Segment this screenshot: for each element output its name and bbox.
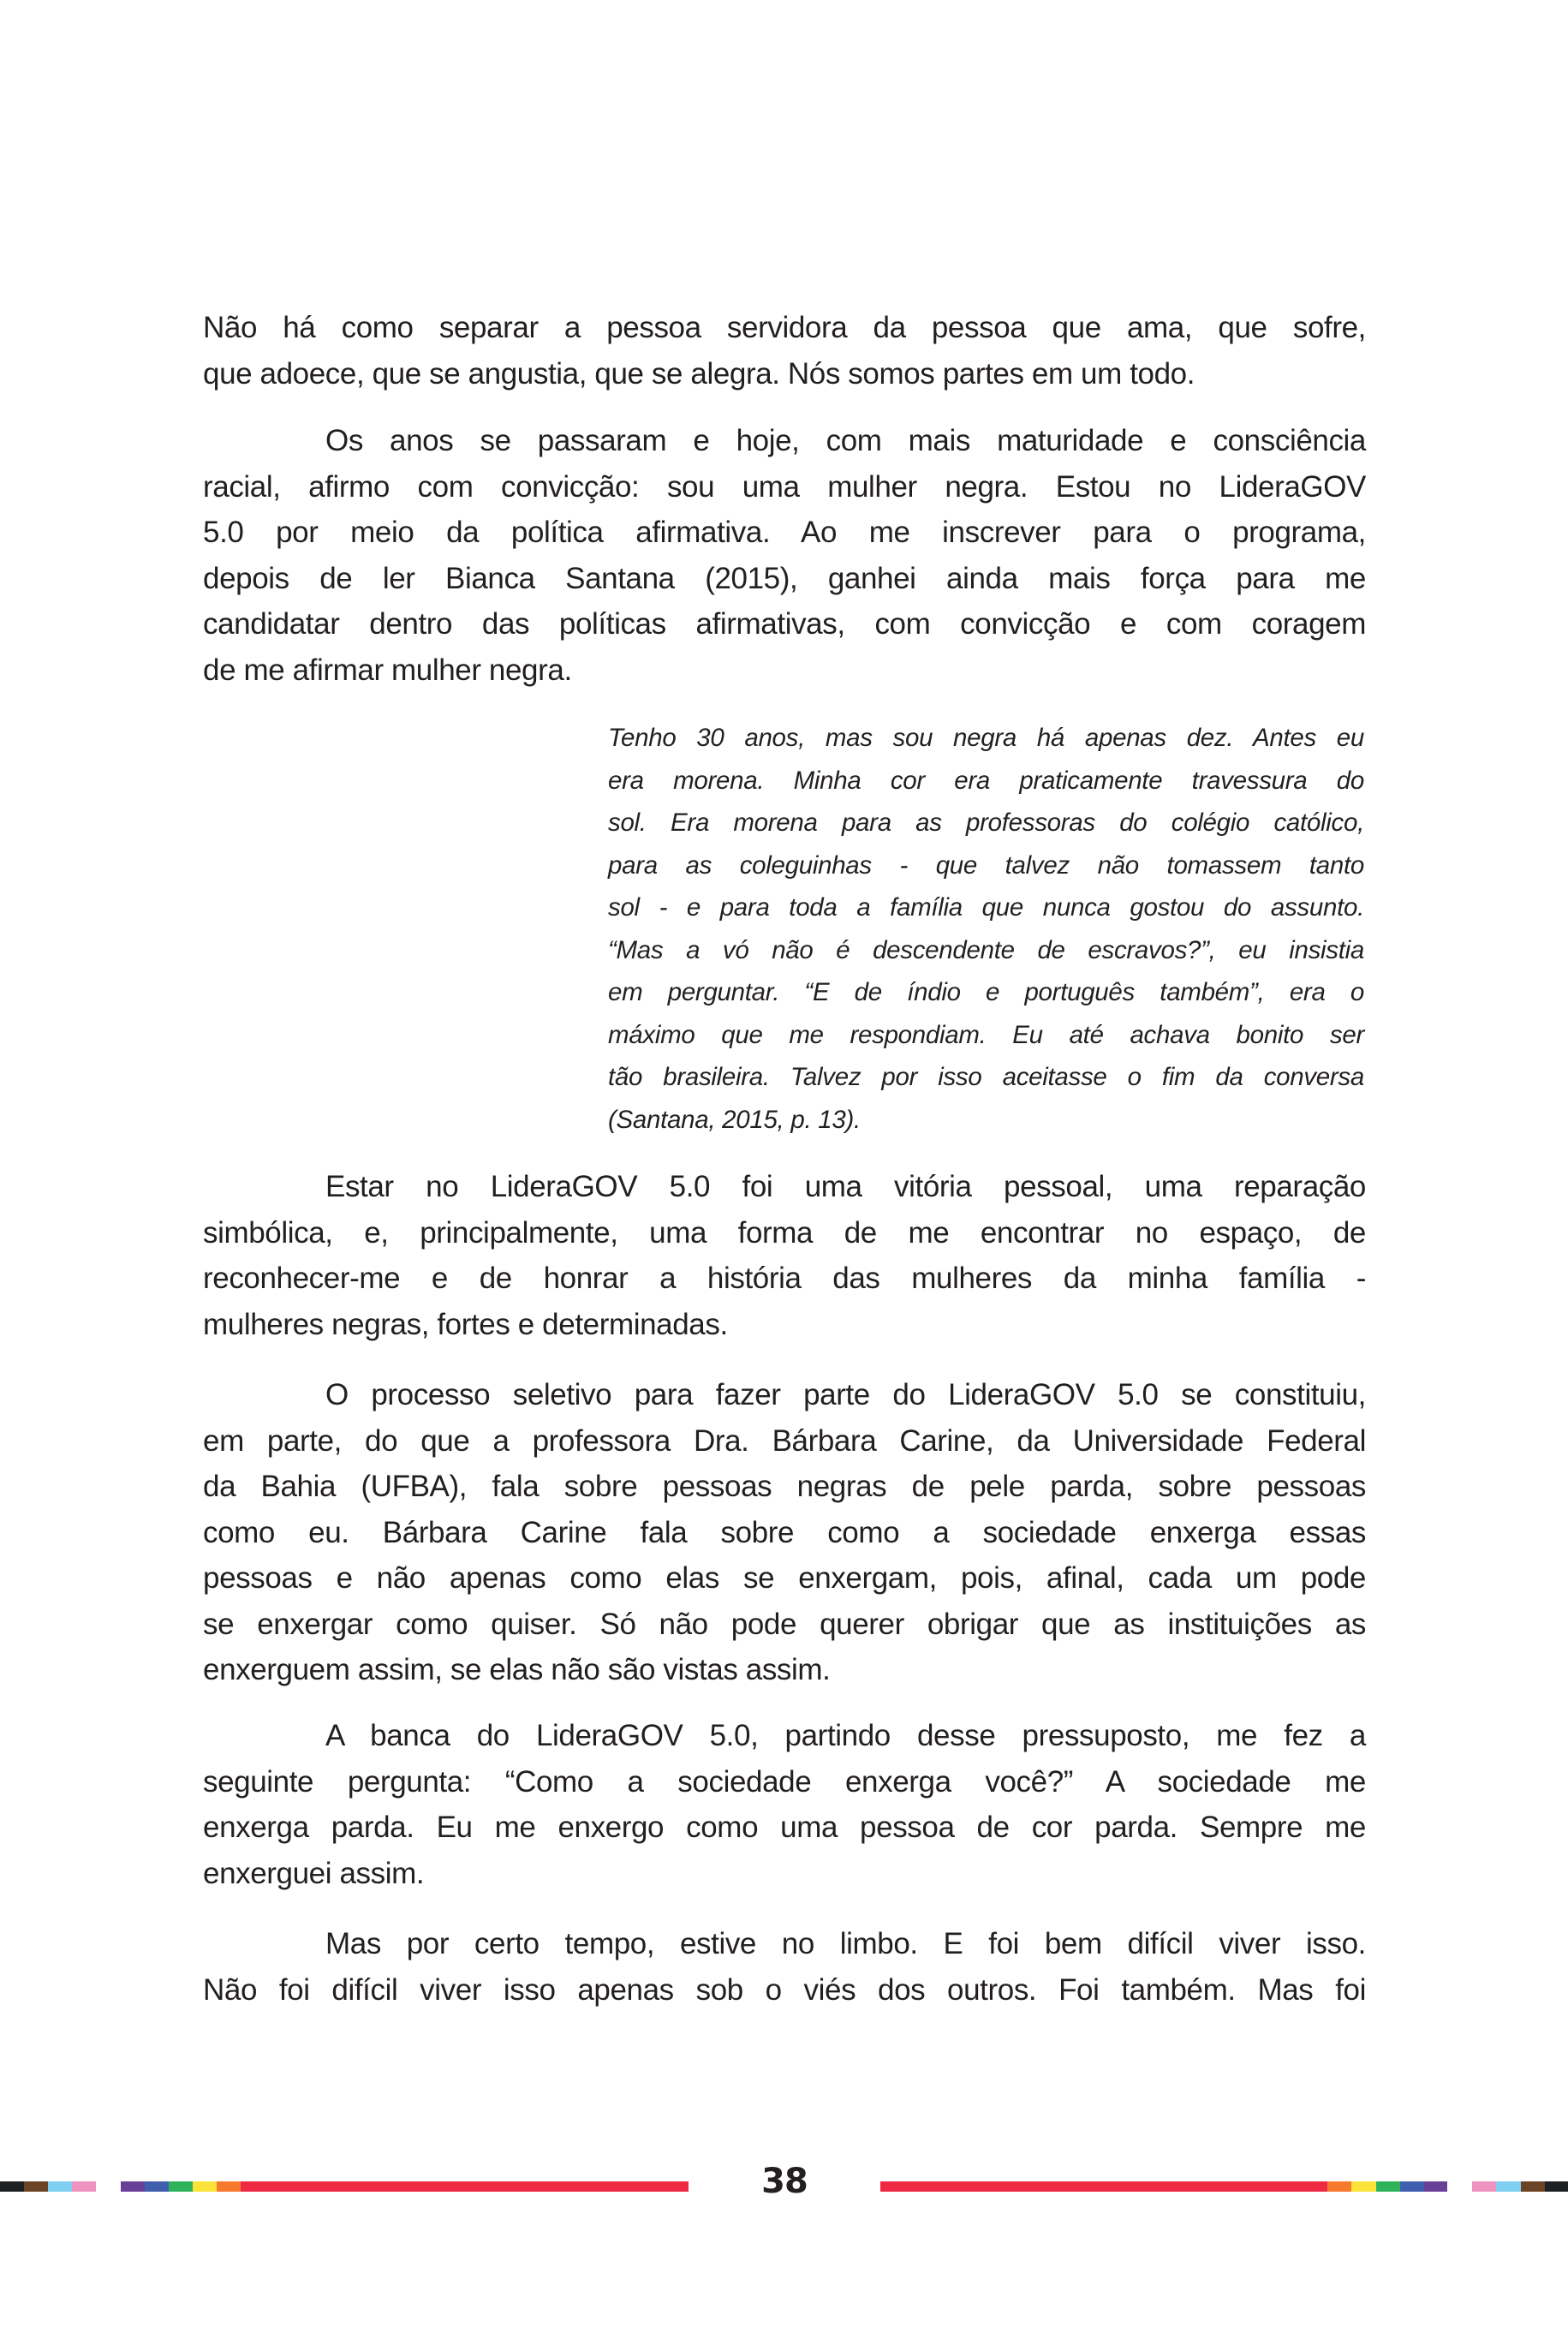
stripe-orange bbox=[1327, 2181, 1351, 2192]
footer-stripe-left bbox=[0, 2181, 689, 2192]
text-line: enxerga parda. Eu me enxergo como uma pessoa de cor parda. Sempre me bbox=[203, 1811, 1366, 1844]
stripe-green bbox=[169, 2181, 193, 2192]
stripe-pink bbox=[72, 2181, 96, 2192]
stripe-yellow bbox=[1351, 2181, 1376, 2192]
text-line: candidatar dentro das políticas afirmativas, com convicção e com coragem bbox=[203, 607, 1366, 641]
body-paragraph bbox=[203, 1713, 1366, 1896]
text-line: que adoece, que se angustia, que se alegra. Nós somos partes em um todo. bbox=[203, 356, 1195, 391]
text-line: como eu. Bárbara Carine fala sobre como a sociedade enxerga essas bbox=[203, 1515, 1366, 1549]
stripe-pink bbox=[1472, 2181, 1496, 2192]
stripe-blue bbox=[145, 2181, 169, 2192]
stripe-green bbox=[1376, 2181, 1400, 2192]
stripe-brown bbox=[24, 2181, 48, 2192]
body-paragraph bbox=[203, 418, 1366, 693]
body-paragraph bbox=[203, 1921, 1366, 2013]
text-line: mulheres negras, fortes e determinadas. bbox=[203, 1307, 728, 1341]
stripe-black bbox=[1545, 2181, 1568, 2192]
quote-line: era morena. Minha cor era praticamente travessura do bbox=[608, 766, 1364, 795]
text-line: da Bahia (UFBA), fala sobre pessoas negras de pele parda, sobre pessoas bbox=[203, 1470, 1366, 1503]
text-line: A banca do LideraGOV 5.0, partindo desse pressuposto, me fez a bbox=[325, 1719, 1366, 1752]
quote-line: (Santana, 2015, p. 13). bbox=[608, 1105, 861, 1134]
text-line: simbólica, e, principalmente, uma forma de me encontrar no espaço, de bbox=[203, 1215, 1366, 1250]
text-line: racial, afirmo com convicção: sou uma mulher negra. Estou no LideraGOV bbox=[203, 469, 1366, 504]
stripe-red bbox=[241, 2181, 689, 2192]
quote-line: tão brasileira. Talvez por isso aceitasse o fim da conversa bbox=[608, 1063, 1364, 1091]
text-line: depois de ler Bianca Santana (2015), ganhei ainda mais força para me bbox=[203, 561, 1366, 595]
quote-line: para as coleguinhas - que talvez não tomassem tanto bbox=[608, 850, 1364, 880]
text-line: pessoas e não apenas como elas se enxergam, pois, afinal, cada um pode bbox=[203, 1561, 1366, 1595]
text-line: O processo seletivo para fazer parte do LideraGOV 5.0 se constituiu, bbox=[325, 1378, 1366, 1411]
text-line: enxerguem assim, se elas não são vistas assim. bbox=[203, 1653, 831, 1686]
quote-line: máximo que me respondiam. Eu até achava bonito ser bbox=[608, 1020, 1364, 1049]
quote-line: “Mas a vó não é descendente de escravos?”, eu insistia bbox=[608, 935, 1364, 964]
footer-stripe-right bbox=[880, 2181, 1568, 2192]
block-quote bbox=[608, 717, 1364, 1141]
text-line: reconhecer-me e de honrar a história das mulheres da minha família - bbox=[203, 1262, 1366, 1295]
quote-line: em perguntar. “E de índio e português também”, era o bbox=[608, 978, 1364, 1006]
stripe-brown bbox=[1521, 2181, 1545, 2192]
text-line: Estar no LideraGOV 5.0 foi uma vitória pessoal, uma reparação bbox=[325, 1170, 1366, 1203]
page-number: 38 bbox=[761, 2162, 808, 2201]
quote-line: Tenho 30 anos, mas sou negra há apenas dez. Antes eu bbox=[608, 724, 1364, 752]
text-line: Não há como separar a pessoa servidora da pessoa que ama, que sofre, bbox=[203, 311, 1366, 344]
stripe-yellow bbox=[193, 2181, 217, 2192]
body-paragraph bbox=[203, 1164, 1366, 1347]
text-line: em parte, do que a professora Dra. Bárbara Carine, da Universidade Federal bbox=[203, 1423, 1366, 1458]
quote-line: sol - e para toda a família que nunca gostou do assunto. bbox=[608, 893, 1364, 922]
stripe-black bbox=[0, 2181, 24, 2192]
stripe-red bbox=[880, 2181, 1327, 2192]
stripe-light-blue bbox=[48, 2181, 72, 2192]
stripe-light-blue bbox=[1496, 2181, 1521, 2192]
text-line: enxerguei assim. bbox=[203, 1856, 425, 1890]
body-paragraph bbox=[203, 305, 1366, 397]
stripe-purple bbox=[121, 2181, 145, 2192]
text-line: Os anos se passaram e hoje, com mais maturidade e consciência bbox=[325, 424, 1366, 457]
text-line: Mas por certo tempo, estive no limbo. E foi bem difícil viver isso. bbox=[325, 1927, 1366, 1960]
text-line: de me afirmar mulher negra. bbox=[203, 653, 572, 687]
stripe-blue bbox=[1400, 2181, 1424, 2192]
text-line: Não foi difícil viver isso apenas sob o viés dos outros. Foi também. Mas foi bbox=[203, 1972, 1366, 2007]
stripe-purple bbox=[1424, 2181, 1447, 2192]
text-line: 5.0 por meio da política afirmativa. Ao me inscrever para o programa, bbox=[203, 516, 1366, 549]
text-line: se enxergar como quiser. Só não pode querer obrigar que as instituições as bbox=[203, 1607, 1366, 1641]
quote-line: sol. Era morena para as professoras do colégio católico, bbox=[608, 808, 1364, 837]
text-line: seguinte pergunta: “Como a sociedade enxerga você?” A sociedade me bbox=[203, 1764, 1366, 1799]
stripe-orange bbox=[217, 2181, 241, 2192]
body-paragraph bbox=[203, 1372, 1366, 1693]
